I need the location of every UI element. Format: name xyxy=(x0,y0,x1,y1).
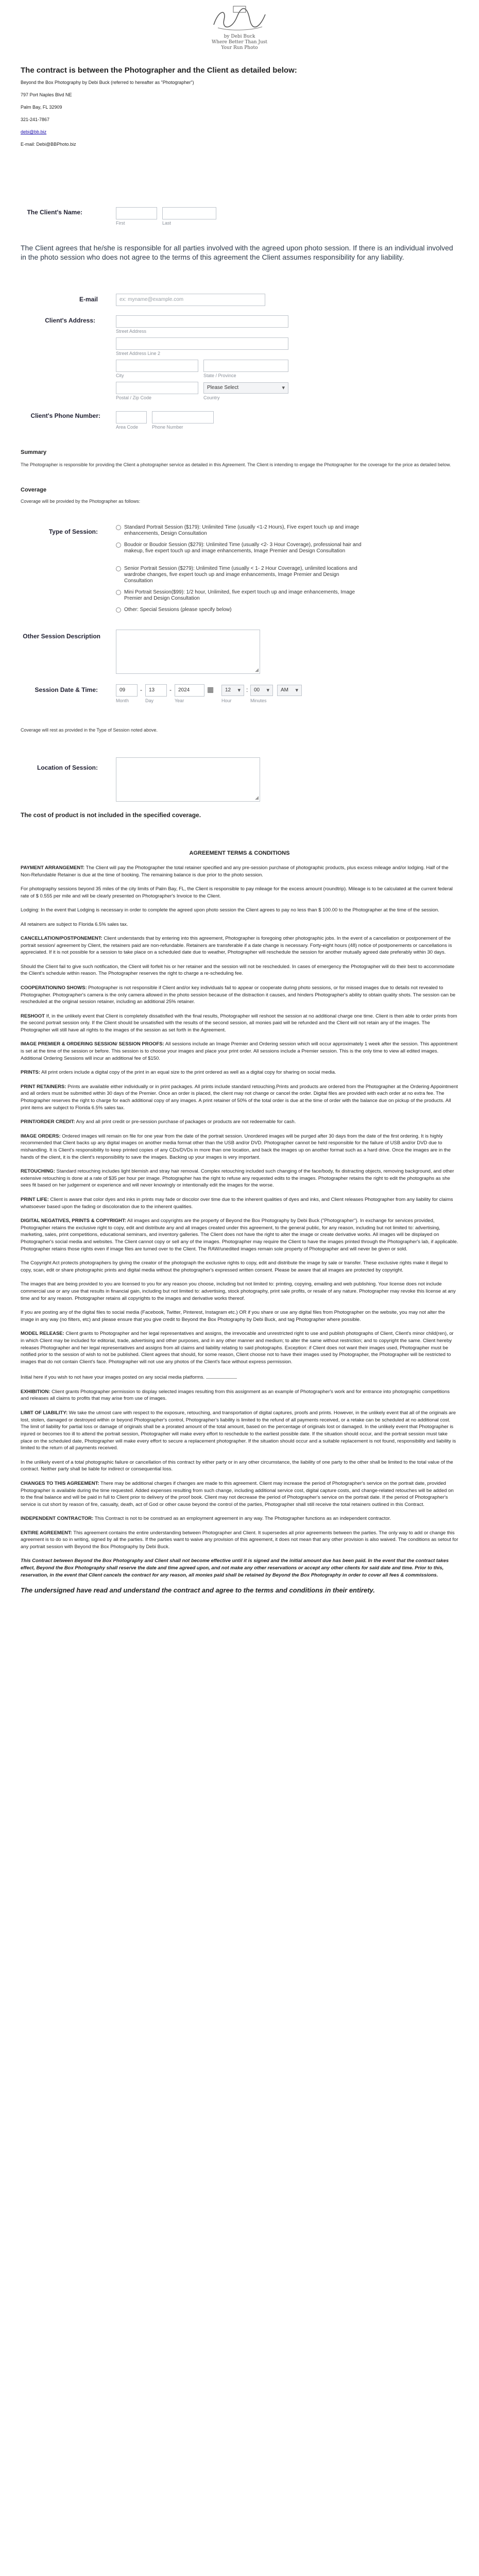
terms-retouching: RETOUCHING: Standard retouching includes light blemish and stray hair removal. Complex retouching included such changing of the face/body, fix distracting objects, removing background, and other extensive retouching is done at a rate of $35 per hour per image. Photographer has the right to refuse any requested edits to the images. Photographer retains the right to edit the photographs as she sees fit based on her judgement or experience and will never knowingly or intentionally edit the images for the worse. xyxy=(21,1168,454,1189)
date-separator-2: - xyxy=(169,686,172,693)
hour-sublabel: Hour xyxy=(221,698,232,703)
city-input[interactable] xyxy=(116,360,198,372)
terms-contractor: INDEPENDENT CONTRACTOR: This Contract is not to be construed as an employment agreement in any way. The Photographer functions as an independent contractor. xyxy=(21,1516,391,1522)
terms-model-release: MODEL RELEASE: Client grants to Photographer and her legal representatives and assigns, the irrevocable and unrestricted right to use and publish photographs of Client, Client's minor child(ren), or in which Client may be included for editorial, trade, advertising and other purposes, and in any other manner and medium; to alter the same without restriction; and to copyright the same. Client hereby releases Photographer and her legal representatives and assigns from all claims and liability relating to said photographs. Exception: if Client does not want their images used, Photographer must be notified prior to the session of wish to not be published. Client agrees that should, for some reason, Client choose not to have their images used by Photographer, the Photographer will be restricted to images that do not contain Client's face. Photographer will not use any photos of the Client's face without express permission. xyxy=(21,1331,454,1365)
logo-tagline-3: Your Run Photo xyxy=(221,45,258,50)
session-option-senior[interactable]: Senior Portrait Session ($279): Unlimited Time (usually < 1- 2 Hour Coverage), unlimited locations and wardrobe changes, five expert touch up and image enhancements, Image Premier and Design Consultation xyxy=(116,566,363,584)
business-address-1: 797 Port Naples Blvd NE xyxy=(21,92,72,97)
terms-exhibition: EXHIBITION: Client grants Photographer permission to display selected images resulting from this assignment as an example of Photographer's work and for entrance into photographic competitions and releases all claims to profits that may arise from use of images. xyxy=(21,1388,450,1402)
minute-select[interactable]: 00 ▾ xyxy=(250,685,273,696)
client-responsibility-text: The Client agrees that he/she is responsible for all parties involved with the agreed upon photo session. If there is an individual involved in the photo session who does not agree to the terms of this agreement the Client assumes responsibility for any liability. xyxy=(21,244,453,261)
radio-circle-icon[interactable] xyxy=(116,590,121,595)
terms-liability: LIMIT OF LIABILITY: We take the utmost care with respect to the exposure, retouching, and transportation of digital captures, proofs and prints. However, in the unlikely event that all of the originals are lost, stolen, damaged or destroyed within or beyond Photographer's control, Photographer's liability is limited to the refund of all payments received, or a retake can be scheduled at no additional cost. The limit of liability for partial loss or damage of originals shall be a prorated amount of the total amount, based on the percentage of originals lost or damaged. In the unlikely event that Photographer is injured or becomes too ill to attend the portrait session, Photographer will make every effort to reschedule to the earliest possible date. If the situation should occur, and the portrait session must take place on the scheduled date, Photographer will make every effort to secure a replacement photographer. If the situation should occur and a suitable replacement is not found, responsibility and liability is limited to the return of all payments received. xyxy=(21,1410,456,1451)
terms-lodging: Lodging: In the event that Lodging is necessary in order to complete the agreed upon photo session the Client agrees to pay no less than $ 100.00 to the Photographer at the time of the session. xyxy=(21,907,439,913)
terms-copyright-act: The Copyright Act protects photographers by giving the creator of the photograph the exclusive rights to copy, edit and distribute the image by sale or transfer. These exclusive rights make it illegal to copy, scan, edit or share photographic prints and digital media without the photographer's expressed written consent. Please be aware that all images are protected by copyright. xyxy=(21,1260,448,1273)
resize-grip-icon[interactable]: ◢ xyxy=(255,795,259,800)
city-sublabel: City xyxy=(116,373,124,378)
street-address-2-input[interactable] xyxy=(116,337,288,350)
terms-changes: CHANGES TO THIS AGREEMENT: There may be additional charges if changes are made to this agreement. Client may increase the period of Photographer's service on the portrait date, provided Photographer is available during the time requested. Added expenses resulting from such change, including additional service cost, digital capture costs, and change-related retouches will be added on to the final balance and will be paid in full to Client prior to delivery of the proof book. Client may not decrease the period of Photographer's service on the portrait date. If the period of Photographer's service is cut short by reason of fire, casualty, death, act of God or other cause beyond the control of the parties, Photographer shall still receive the total retainers outlined in this Contract. xyxy=(21,1480,454,1507)
location-label: Location of Session: xyxy=(37,764,98,771)
client-last-name-input[interactable] xyxy=(162,207,216,219)
other-session-label: Other Session Description xyxy=(23,633,100,640)
terms-body xyxy=(21,865,458,1602)
terms-print-life: PRINT LIFE: Client is aware that color dyes and inks in prints may fade or discolor over time due to the inherent qualities of dyes and inks, and Client releases Photographer from any liability for claims whatsoever based upon the fading or discoloration due to the inherent qualities. xyxy=(21,1196,453,1210)
contract-intro xyxy=(21,66,458,154)
business-address-2: Palm Bay, FL 32909 xyxy=(21,105,62,110)
summary-text: The Photographer is responsible for providing the Client a photographer service as detailed in this Agreement. The Client is intending to engage the Photographer for the coverage for the price as detailed below. xyxy=(21,462,451,467)
terms-license: The images that are being provided to you are licensed to you for any reason you choose, including but not limited to: printing, copying, emailing and web publishing. Your license does not include commercial use or any use that results in financial gain, including but not limited to: advertising, stock photography, print sale profits, or resale of any nature. Photographer may revoke this license at any time and for any reason. Photographer retains all copyrights to the images and derivative works thereof. xyxy=(21,1281,456,1301)
year-input[interactable]: 2024 xyxy=(175,684,204,697)
business-phone: 321-241-7867 xyxy=(21,117,50,122)
year-sublabel: Year xyxy=(175,698,184,703)
radio-circle-icon[interactable] xyxy=(116,525,121,530)
resize-grip-icon[interactable]: ◢ xyxy=(255,667,259,672)
street-sublabel: Street Address xyxy=(116,329,147,334)
street-address-input[interactable] xyxy=(116,315,288,328)
month-input[interactable]: 09 xyxy=(116,684,138,697)
terms-reshoot: RESHOOT If, in the unlikely event that Client is completely dissatisfied with the final results, Photographer will reshoot the session at no additional charge one time. Client is then able to order prints from the second portrait session only. If the Client should be unsatisfied with the results of the second session, all monies paid will be refunded and the Client will not retain any of the images. The Photographer will still have all rights to the images of the session as set forth in the Agreement. xyxy=(21,1013,457,1033)
terms-entire-agreement: ENTIRE AGREEMENT: This agreement contains the entire understanding between Photographer and Client. It supersedes all prior agreements between the parties. The only way to add or change this agreement is to do so in writing, signed by all the parties. If the parties want to waive any provision of this agreement, it does not mean that any other provision is also waived. The conditions as setout for any portrait session with Beyond the Box Photography by Debi Buck. xyxy=(21,1530,458,1550)
other-session-textarea[interactable] xyxy=(116,630,260,674)
cost-note: The cost of product is not included in the specified coverage. xyxy=(21,811,201,819)
terms-title: AGREEMENT TERMS & CONDITIONS xyxy=(189,850,290,856)
terms-image-orders: IMAGE ORDERS: Ordered images will remain on file for one year from the date of the portrait session. Unordered images will be purged after 30 days from the date of the first ordering. It is highly recommended that Client backs up any digital images on another media format other than the USB and/or DVD. Photographer cannot be held responsible for the failure of USB and/or DVD due to mishandling. It is Client's responsibility to keep printed copies of any CDs/DVDs in more than one location, and back the images up on another format such as a hard drive. Once the images are in the hands of the client, it is the client's responsibility to save the images. Backing up your images is very important. xyxy=(21,1133,451,1160)
business-logo xyxy=(203,4,276,58)
terms-cancellation: CANCELLATION/POSTPONEMENT: Client understands that by entering into this agreement, Photographer is foregoing other photographic jobs. In the event of a cancellation or postponement of the portrait session/ agreement by Client, the retainers paid are non-refundable. Retainers are transferable if a date change is necessary. Forty-eight hours (48) notice of postponements or cancellations is appreciated. If it is not possible for a session to take place on a scheduled date due to weather, Photographer will reschedule the session for another mutually agreed date preferably within 30 days. xyxy=(21,935,452,956)
zip-input[interactable] xyxy=(116,382,198,394)
radio-circle-icon[interactable] xyxy=(116,607,121,613)
street2-sublabel: Street Address Line 2 xyxy=(116,351,161,356)
business-email-label: E-mail: Debi@BBPhoto.biz xyxy=(21,142,76,147)
day-input[interactable]: 13 xyxy=(145,684,167,697)
hour-select[interactable]: 12 ▾ xyxy=(221,685,244,696)
session-type-label: Type of Session: xyxy=(48,528,98,535)
terms-print-retainers: PRINT RETAINERS: Prints are available either individually or in print packages. All prints include standard retouching.Prints and products are ordered from the Photographer at the Ordering Appointment and all orders must be submitted within 30 days of the Premier. Once an order is placed, the client may not change or cancel the order. Digital files are provided with each order at no extra fee. The Photographer reserves the right to charge for each additional copy of any images. A print retainer of 50% of the total order is due at the time of order with the balance due on pickup of the products. All print items are subject to Florida 6.5% sales tax. xyxy=(21,1083,458,1111)
time-separator: : xyxy=(246,686,248,693)
terms-image-premier: IMAGE PREMIER & ORDERING SESSION/ SESSION PROOFS: All sessions include an Image Premier and Ordering session which will occur approximately 1 week after the session. This appointment is set at the time of the session or before. This session is to choose your images and place your print order. All sessions include a Premier session. This is the only time to view all edited images. Additional Ordering Sessions will incur an additional fee of $150. xyxy=(21,1041,458,1061)
country-sublabel: Country xyxy=(203,395,220,400)
client-email-input[interactable]: ex: myname@example.com xyxy=(116,294,265,306)
session-option-boudoir[interactable]: Boudoir or Boudoir Session ($279): Unlimited Time (usually <2- 3 Hour Coverage), professional hair and makeup, five expert touch up and image enhancements, Image Premier and Design Consultation xyxy=(116,542,363,554)
terms-prints: PRINTS: All print orders include a digital copy of the print in an equal size to the print ordered as well as a digital copy for sharing on social media. xyxy=(21,1070,336,1076)
terms-payment: PAYMENT ARRANGEMENT: The Client will pay the Photographer the total retainer specified and any pre-session purchase of photographic products, plus excess mileage and/or lodging. Half of the Non-Refundable Retainer is due at the time of booking. The remaining balance is due prior to the photo session. xyxy=(21,865,449,878)
terms-mileage: For photography sessions beyond 35 miles of the city limits of Palm Bay, FL, the Client is responsible to pay mileage for the excess amount (roundtrip). Mileage is to be calculated at the current federal rate of $ 0.555 per mile and will be clearly presented on Photographer's Invoice to the Client. xyxy=(21,886,453,899)
business-description: Beyond the Box Photography by Debi Buck (referred to hereafter as "Photographer") xyxy=(21,80,194,85)
radio-circle-icon[interactable] xyxy=(116,543,121,548)
session-option-mini[interactable]: Mini Portrait Session($99): 1/2 hour, Unlimited, five expert touch up and image enhancements, Image Premier and Design Consultation xyxy=(116,589,363,602)
terms-social-media: If you are posting any of the digital files to social media (Facebook, Twitter, Pinterest, Instagram etc.) OR if you share or use any digital files from Photographer on the website, you may not alter the image in any way (no filters, etc) and please ensure that you give credit to Beyond the Box Photography by Debi Buck, and tag Photographer where possible. xyxy=(21,1310,446,1323)
email-label: E-mail xyxy=(79,296,98,303)
ampm-select[interactable]: AM ▾ xyxy=(277,685,302,696)
address-label: Client's Address: xyxy=(45,317,95,324)
logo-script-icon xyxy=(209,4,270,34)
minute-sublabel: Minutes xyxy=(250,698,267,703)
first-name-sublabel: First xyxy=(116,221,125,226)
location-textarea[interactable] xyxy=(116,757,260,802)
phone-label: Client's Phone Number: xyxy=(30,412,100,419)
terms-initial-line: Initial here if you wish to not have your images posted on any social media platforms. xyxy=(21,1372,458,1381)
phone-number-sublabel: Phone Number xyxy=(152,425,183,430)
last-name-sublabel: Last xyxy=(162,221,172,226)
state-sublabel: State / Province xyxy=(203,373,236,378)
session-option-other[interactable]: Other: Special Sessions (please specify below) xyxy=(116,607,363,613)
session-date-label: Session Date & Time: xyxy=(35,686,98,693)
terms-print-credit: PRINT/ORDER CREDIT: Any and all print credit or pre-session purchase of packages or products are not redeemable for cash. xyxy=(21,1119,296,1125)
initial-input[interactable] xyxy=(206,1372,237,1379)
client-first-name-input[interactable] xyxy=(116,207,157,219)
terms-cooperation: COOPERATION/NO SHOWS: Photographer is not responsible if Client and/or key individuals fail to appear or cooperate during photo sessions, or for missed images due to details not revealed to Photographer. Photographer's camera is the only camera allowed in the photo session because of the distraction it causes, and hinders Photographer's ability to obtain quality shots. The session can be rescheduled at the original session retainer, including an additional 25% retainer. xyxy=(21,985,456,1005)
area-code-sublabel: Area Code xyxy=(116,425,139,430)
state-input[interactable] xyxy=(203,360,288,372)
coverage-heading: Coverage xyxy=(21,487,47,493)
calendar-icon[interactable]: ▦ xyxy=(207,685,214,693)
logo-tagline-2: Where Better Than Just xyxy=(212,40,267,45)
contract-title: The contract is between the Photographer and the Client as detailed below: xyxy=(21,66,297,75)
client-name-label: The Client's Name: xyxy=(27,209,82,216)
terms-tax: All retainers are subject to Florida 6.5% sales tax. xyxy=(21,921,128,927)
coverage-note: Coverage will rest as provided in the Type of Session noted above. xyxy=(21,727,158,733)
terms-effective: This Contract between Beyond the Box Photography and Client shall not become effective until it is signed and the initial amount due has been paid. In the event that the contract takes effect, Beyond the Box Photography shall reserve the date and time agreed upon, and not make any other reservations or accept any other clients for said date and time. Prior to this, reservation, in the event that Client cancels the contract for any reason, all monies paid shall be retained by Beyond the Box Photography in order to cover all fees & commissions. xyxy=(21,1558,449,1578)
area-code-input[interactable] xyxy=(116,411,147,423)
logo-tagline-1: by Debi Buck xyxy=(224,34,255,39)
country-select[interactable]: Please Select ▾ xyxy=(203,382,288,394)
terms-copyright: DIGITAL NEGATIVES, PRINTS & COPYRIGHT: All images and copyrights are the property of Beyond the Box Photography by Debi Buck ("Photographer"). In exchange for services provided, Photographer retains the exclusive right to copy, edit and distribute any and all images created under this agreement, to the general public, for any reason, including but not limited to: advertising, marketing, sales, print competitions, educational seminars, and inventory galleries. The Client does not have the right to alter the image or create derivative works. All images will be displayed on Photographer's social media and websites. The Client cannot copy or sell any of the images. Photographer may require the Client to have the images printed through the Photographer's lab, if applicable. Photographer retains those rights even if image files are turned over to the Client. The RAW/unedited images remain sole property of Photographer and will never be given or sold. xyxy=(21,1217,458,1252)
coverage-text: Coverage will be provided by the Photographer as follows: xyxy=(21,499,141,504)
phone-number-input[interactable] xyxy=(152,411,214,423)
summary-heading: Summary xyxy=(21,449,47,455)
date-separator-1: - xyxy=(140,686,142,693)
business-email-link[interactable]: debi@bb.biz xyxy=(21,129,47,134)
month-sublabel: Month xyxy=(116,698,129,703)
day-sublabel: Day xyxy=(145,698,154,703)
zip-sublabel: Postal / Zip Code xyxy=(116,395,152,400)
terms-failure: In the unlikely event of a total photographic failure or cancellation of this contract by either party or in any other circumstance, the liability of one party to the other shall be limited to the total value of the contract. Neither party shall be liable for indirect or consequential loss. xyxy=(21,1459,453,1472)
radio-circle-icon[interactable] xyxy=(116,566,121,571)
terms-notification: Should the Client fail to give such notification, the Client will forfeit his or her retainer and the session will not be rescheduled. In cases of emergency the Photographer will do their best to accommodate the Client's schedule within reason. The Photographer reserves the right to charge a re-scheduling fee. xyxy=(21,963,455,977)
terms-acknowledgement: The undersigned have read and understand the contract and agree to the terms and conditions in their entirety. xyxy=(21,1586,375,1595)
session-option-standard[interactable]: Standard Portrait Session ($179): Unlimited Time (usually <1-2 Hours), Five expert touch up and image enhancements, Design Consultation xyxy=(116,524,363,537)
